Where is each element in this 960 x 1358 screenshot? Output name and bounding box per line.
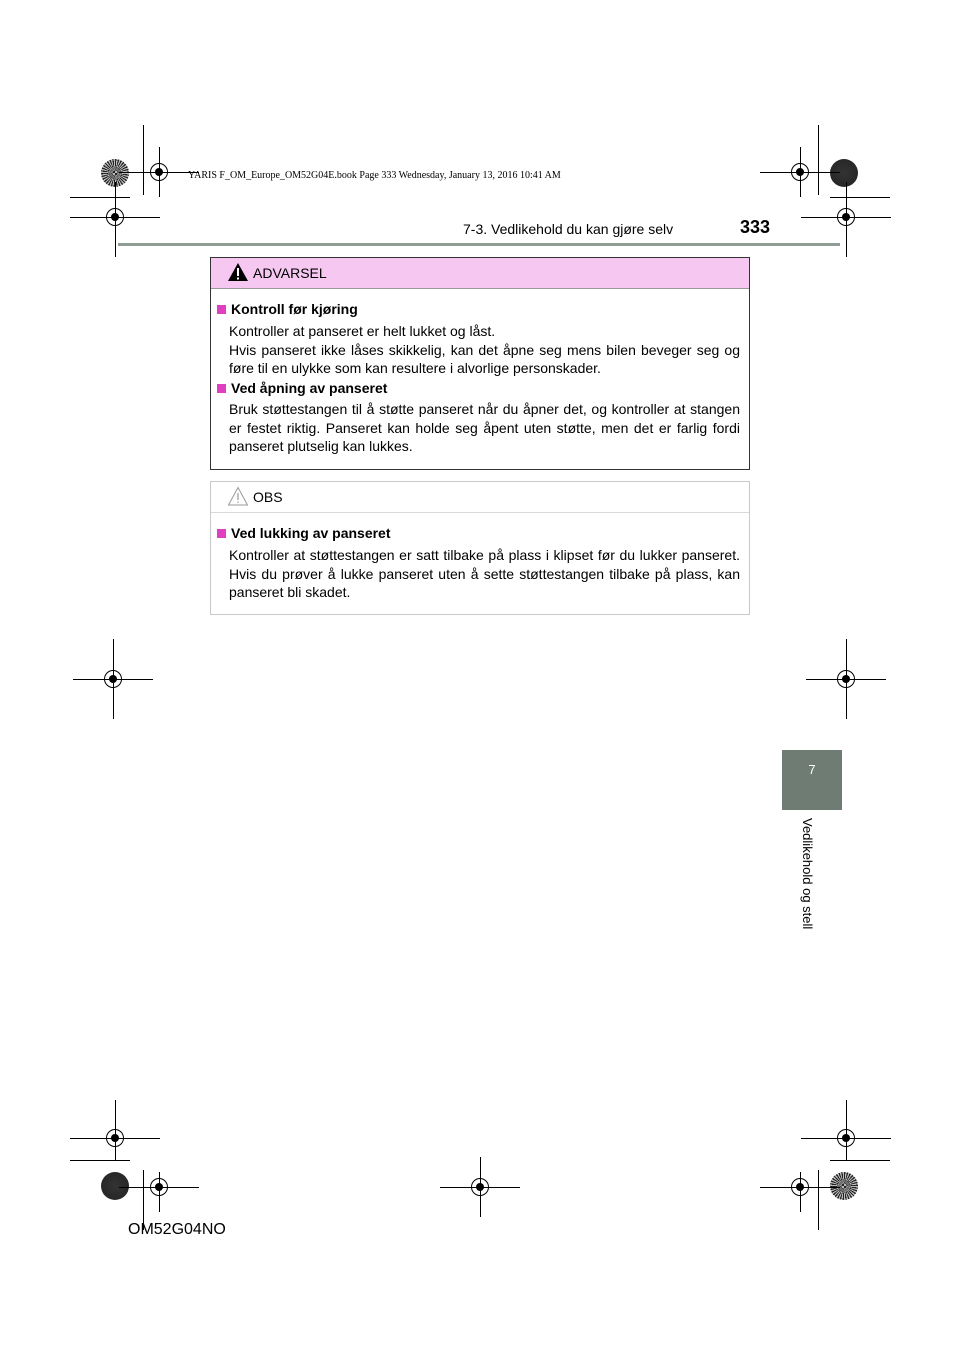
chapter-tab: [782, 750, 842, 810]
warning-section-body: Kontroller at panseret er helt lukket og låst. Hvis panseret ikke låses skikkelig, kan det åpne seg mens bilen beveger seg og føre til en ulykke som kan resultere i alvorlige personskader.: [229, 323, 740, 376]
footer-manual-code: OM52G04NO: [128, 1221, 226, 1238]
square-bullet-icon: [217, 384, 226, 393]
section-header-title: 7-3. Vedlikehold du kan gjøre selv: [463, 221, 674, 237]
warning-header: [211, 258, 749, 289]
square-bullet-icon: [217, 305, 226, 314]
registration-starburst-icon: [830, 1172, 858, 1200]
square-bullet-icon: [217, 529, 226, 538]
warning-triangle-icon: [227, 262, 249, 282]
chapter-number: 7: [808, 762, 816, 777]
book-info-line: YARIS F_OM_Europe_OM52G04E.book Page 333 Wednesday, January 13, 2016 10:41 AM: [188, 170, 561, 181]
page-number: 333: [740, 217, 771, 237]
notice-header: [211, 482, 749, 513]
warning-section-body: Bruk støttestangen til å støtte panseret når du åpner det, og kontroller at stangen er festet riktig. Panseret kan holde seg åpent uten støtte, men det er farlig fordi panseret plutselig kan lukkes.: [229, 401, 740, 454]
warning-section-title: Ved åpning av panseret: [217, 380, 387, 396]
notice-heading: OBS: [253, 489, 283, 505]
registration-starburst-icon: [101, 1172, 129, 1200]
warning-box: [210, 257, 750, 470]
header-rule: [118, 243, 840, 246]
notice-box: [210, 481, 750, 615]
registration-starburst-icon: [830, 159, 858, 187]
caution-triangle-icon: [227, 486, 249, 506]
notice-section-body: Kontroller at støttestangen er satt tilbake på plass i klipset før du lukker panseret. Hvis du prøver å lukke panseret uten å sette støttestangen tilbake på plass, kan panseret bli skadet.: [229, 547, 740, 600]
notice-section-title: Ved lukking av panseret: [217, 525, 391, 541]
warning-section-title: Kontroll før kjøring: [217, 301, 358, 317]
chapter-side-label: Vedlikehold og stell: [800, 818, 815, 930]
warning-heading: ADVARSEL: [253, 265, 327, 281]
